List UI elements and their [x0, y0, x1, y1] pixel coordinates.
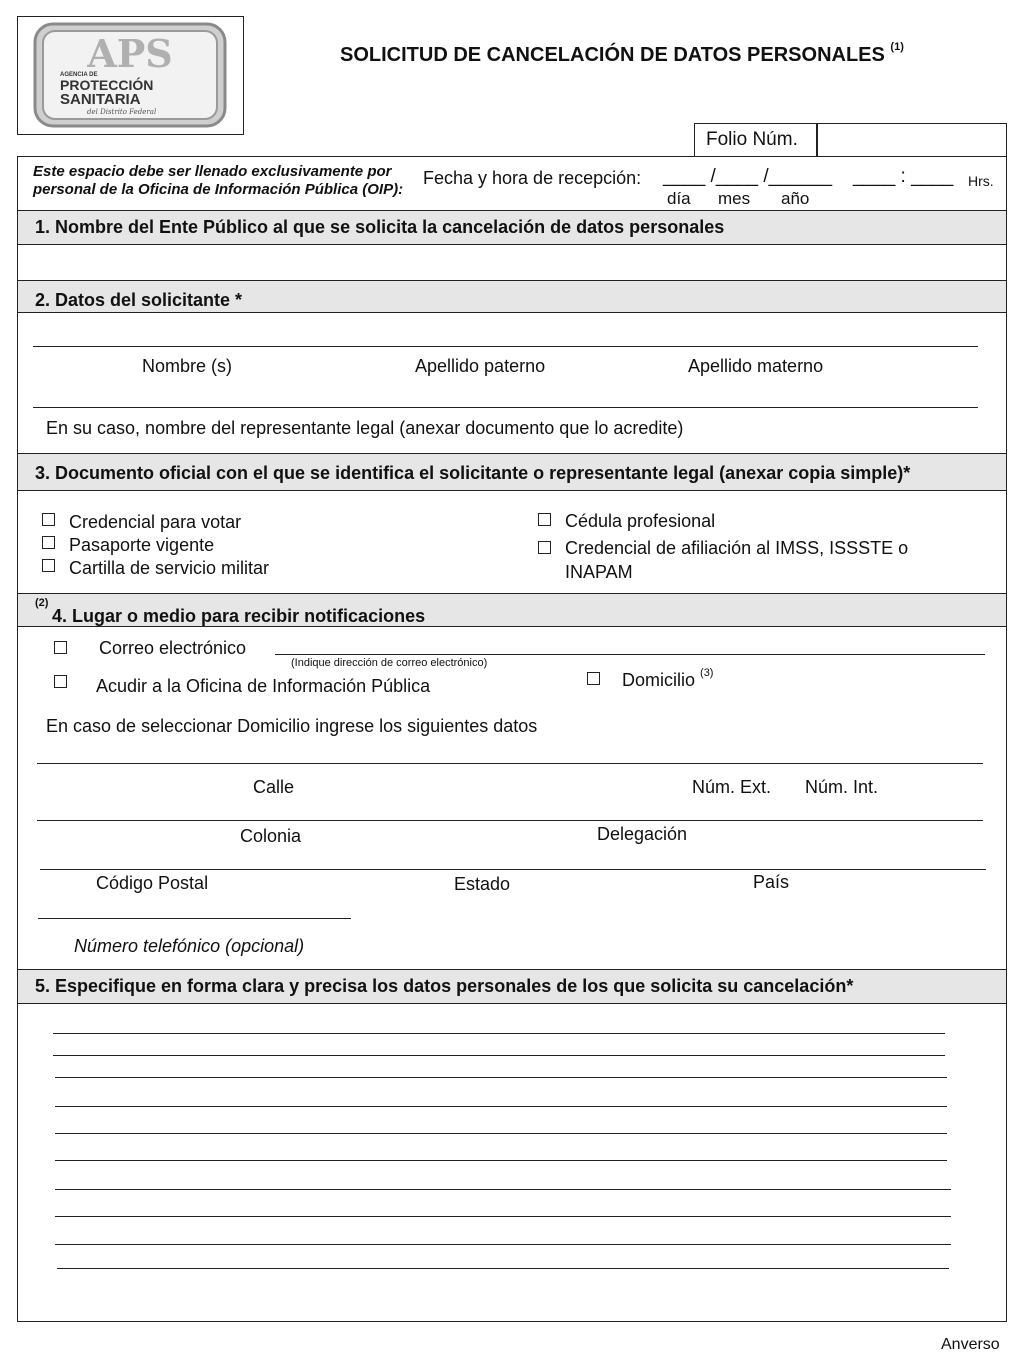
title-footnote: (1) — [890, 41, 904, 53]
calle-label: Calle — [253, 777, 295, 797]
reception-time-field[interactable]: ____ : ____ — [853, 166, 954, 187]
materno-label: Apellido materno — [688, 356, 824, 376]
checkbox-credencial-votar[interactable] — [42, 513, 55, 526]
oficina-label: Acudir a la Oficina de Información Pública — [96, 676, 431, 696]
credencial-votar-label: Credencial para votar — [69, 512, 242, 532]
credencial-afiliacion-label-line1: Credencial de afiliación al IMSS, ISSSTE o — [565, 538, 909, 558]
section1-header — [17, 210, 1007, 245]
domicilio-label — [622, 667, 714, 691]
domicilio-label-text: Domicilio — [622, 670, 696, 690]
logo-line1: AGENCIA DE — [60, 72, 98, 78]
reception-label: Fecha y hora de recepción: — [423, 168, 642, 188]
logo-line2: PROTECCIÓN — [60, 77, 154, 93]
phone-line[interactable] — [38, 918, 351, 919]
checkbox-cartilla-militar[interactable] — [42, 559, 55, 572]
answer-line[interactable] — [55, 1244, 951, 1245]
estado-label: Estado — [454, 874, 511, 894]
pasaporte-label: Pasaporte vigente — [69, 535, 215, 555]
logo-letters: APS — [87, 31, 173, 76]
section4-heading — [35, 597, 426, 626]
logo-frame — [17, 16, 244, 135]
answer-line[interactable] — [57, 1268, 949, 1269]
credencial-afiliacion-label-line2: INAPAM — [565, 562, 633, 582]
section4-footnote: (2) — [35, 597, 49, 609]
codigo-postal-label: Código Postal — [96, 873, 209, 893]
checkbox-correo[interactable] — [54, 641, 67, 654]
section3-header — [17, 453, 1007, 491]
section4-header — [17, 593, 1007, 627]
folio-label: Folio Núm. — [706, 129, 798, 150]
logo-line3: SANITARIA — [60, 91, 141, 108]
agency-logo — [32, 21, 228, 129]
page-side-label: Anverso — [941, 1336, 1000, 1353]
answer-line[interactable] — [55, 1133, 947, 1134]
correo-label: Correo electrónico — [99, 638, 247, 658]
pais-label: País — [753, 872, 790, 892]
applicant-name-line[interactable] — [33, 346, 978, 347]
office-note-line1: Este espacio debe ser llenado exclusivamente por — [33, 163, 392, 180]
checkbox-cedula-profesional[interactable] — [538, 513, 551, 526]
answer-line[interactable] — [55, 1189, 951, 1190]
answer-line[interactable] — [55, 1106, 947, 1107]
colonia-line[interactable] — [37, 820, 983, 821]
dia-label: día — [667, 189, 691, 208]
form-frame — [17, 156, 1007, 1322]
checkbox-credencial-afiliacion[interactable] — [538, 541, 551, 554]
delegacion-label: Delegación — [597, 824, 688, 844]
logo-line4: del Distrito Federal — [87, 108, 157, 116]
hrs-label: Hrs. — [968, 173, 994, 189]
office-note-line2: personal de la Oficina de Información Pública (OIP): — [33, 181, 404, 198]
mes-label: mes — [718, 189, 751, 208]
section5-heading: 5. Especifique en forma clara y precisa los datos personales de los que solicita su cancelación* — [35, 976, 854, 996]
postal-line[interactable] — [40, 869, 986, 870]
colonia-label: Colonia — [240, 826, 302, 846]
folio-label-box — [694, 123, 818, 157]
representative-label: En su caso, nombre del representante legal (anexar documento que lo acredite) — [46, 418, 684, 438]
checkbox-domicilio[interactable] — [587, 672, 600, 685]
reception-date-field[interactable]: ____ /____ /______ — [663, 166, 833, 187]
section2-header — [17, 280, 1007, 313]
domicilio-footnote: (3) — [700, 667, 714, 679]
answer-line[interactable] — [55, 1160, 947, 1161]
cedula-profesional-label: Cédula profesional — [565, 511, 716, 531]
email-address-line[interactable] — [275, 654, 985, 655]
section4-heading-text: 4. Lugar o medio para recibir notificaciones — [52, 606, 426, 626]
nombre-label: Nombre (s) — [142, 356, 233, 376]
entity-name-field[interactable] — [19, 246, 1005, 279]
domicilio-intro: En caso de seleccionar Domicilio ingrese los siguientes datos — [46, 716, 538, 736]
representative-name-line[interactable] — [33, 407, 978, 408]
email-hint: (Indique dirección de correo electrónico) — [291, 657, 488, 669]
telefono-label: Número telefónico (opcional) — [74, 936, 305, 956]
answer-line[interactable] — [53, 1033, 945, 1034]
checkbox-pasaporte[interactable] — [42, 536, 55, 549]
folio-number-field[interactable] — [816, 123, 1007, 157]
page-title — [340, 41, 904, 67]
answer-line[interactable] — [53, 1055, 945, 1056]
anio-label: año — [781, 189, 810, 208]
page-title-text: SOLICITUD DE CANCELACIÓN DE DATOS PERSONALES — [340, 44, 885, 66]
street-line[interactable] — [37, 763, 983, 764]
num-int-label: Núm. Int. — [805, 777, 879, 797]
cartilla-militar-label: Cartilla de servicio militar — [69, 558, 270, 578]
section5-header — [17, 969, 1007, 1004]
section3-heading: 3. Documento oficial con el que se identifica el solicitante o representante legal (anexar copia simple)* — [35, 463, 911, 483]
section1-heading: 1. Nombre del Ente Público al que se solicita la cancelación de datos personales — [35, 217, 725, 237]
checkbox-oficina[interactable] — [54, 675, 67, 688]
num-ext-label: Núm. Ext. — [692, 777, 772, 797]
section2-heading: 2. Datos del solicitante * — [35, 290, 243, 310]
answer-line[interactable] — [55, 1216, 951, 1217]
paterno-label: Apellido paterno — [415, 356, 546, 376]
answer-line[interactable] — [55, 1077, 947, 1078]
